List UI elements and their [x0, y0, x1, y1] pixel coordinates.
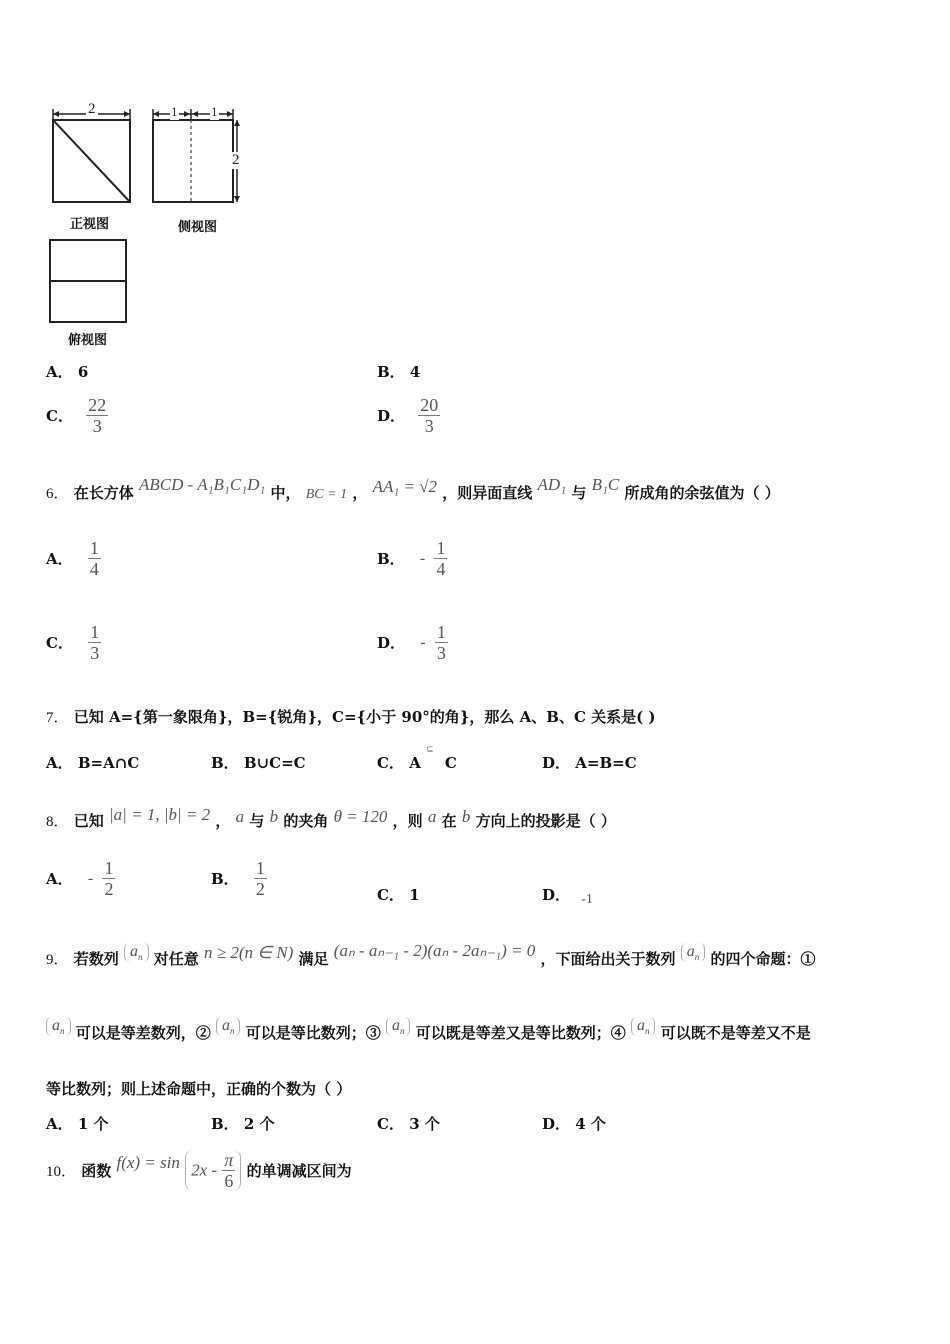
fraction-denominator: 6 [224, 1171, 234, 1191]
option-letter: B． [377, 550, 405, 568]
front-view [53, 109, 130, 202]
sequence-an: $a_n$ [386, 1017, 411, 1036]
option-letter: A． [46, 1115, 73, 1133]
option-letter: C． [377, 754, 404, 772]
question-text: 可以是等比数列；③ [245, 1024, 381, 1042]
side-view-dim-right: 1 [211, 104, 218, 119]
fraction-numerator: 1 [89, 538, 99, 558]
math-expression: b [269, 807, 279, 826]
negative-sign: - [87, 869, 94, 887]
question-text: 可以既是等差又是等比数列；④ [415, 1024, 626, 1042]
fraction-denominator: 4 [436, 559, 446, 579]
option-letter: C． [46, 634, 73, 652]
option-letter: D． [542, 754, 571, 772]
sequence-symbol: a [52, 1017, 60, 1034]
fraction-denominator: 3 [436, 643, 446, 663]
q5-option-d[interactable] [377, 395, 440, 436]
fraction-numerator: 1 [255, 858, 265, 878]
sequence-symbol: a [636, 1017, 645, 1034]
question-text: 函数 [81, 1162, 112, 1180]
question-text: 在 [441, 812, 457, 830]
sequence-an: $a_n$ [681, 943, 706, 962]
top-view-caption: 俯视图 [68, 333, 108, 348]
negative-sign: - [420, 633, 426, 651]
question-6 [46, 475, 780, 503]
fraction-numerator: 1 [104, 858, 114, 878]
option-letter: B． [377, 363, 405, 381]
math-expression: AD₁ [537, 475, 567, 494]
fraction-denominator: 2 [255, 879, 265, 899]
q7-option-b[interactable] [211, 752, 306, 773]
q9-option-b[interactable] [211, 1113, 275, 1134]
math-expression: a [235, 807, 245, 826]
option-value: 1 [409, 886, 420, 904]
math-expression: f(x) = sin [116, 1152, 180, 1172]
question-text: 与 [249, 812, 265, 830]
option-letter: B． [211, 754, 239, 772]
math-expression: B₁C [591, 475, 620, 494]
option-letter: C． [46, 407, 73, 425]
question-text: 方向上的投影是（ ） [475, 812, 616, 830]
option-letter: A． [46, 550, 73, 568]
option-value: B=A∩C [77, 754, 140, 772]
top-view [50, 240, 126, 322]
question-text: 所成角的余弦值为（ ） [624, 484, 780, 502]
q5-option-a[interactable] [46, 361, 88, 382]
question-text: 可以既不是等差又不是 [660, 1024, 811, 1042]
q7-option-c[interactable] [377, 744, 457, 773]
fraction-denominator: 3 [90, 643, 100, 663]
fraction [102, 858, 115, 899]
q6-option-a[interactable] [46, 538, 101, 579]
option-letter: C． [377, 1115, 404, 1133]
option-letter: D． [377, 407, 406, 425]
math-expression: n ≥ 2(n ∈ N) [203, 943, 294, 962]
sequence-symbol: a [391, 1017, 400, 1034]
option-letter: D． [377, 634, 406, 652]
option-value: A [409, 754, 421, 772]
q6-option-d[interactable] [377, 622, 448, 663]
question-text: 对任意 [153, 950, 199, 968]
question-text: 已知 [73, 812, 104, 830]
fraction [88, 538, 101, 579]
q8-option-a[interactable] [46, 858, 115, 899]
question-9-line-1 [46, 941, 816, 970]
option-value: 6 [77, 363, 89, 381]
option-value: A=B=C [575, 754, 637, 772]
option-letter: A． [46, 363, 73, 381]
question-text: 若数列 [73, 950, 119, 968]
math-expression: θ = 120 [333, 807, 388, 826]
fraction-numerator: 22 [88, 395, 107, 415]
math-expression: 2x - [191, 1160, 218, 1180]
math-expression: b [461, 807, 471, 826]
q5-option-c[interactable] [46, 395, 108, 436]
option-letter: D． [542, 886, 571, 904]
side-view [153, 109, 240, 202]
option-value: 4 [409, 363, 421, 381]
side-view-caption: 侧视图 [178, 220, 218, 235]
front-view-dim: 2 [88, 101, 96, 117]
option-letter: A． [46, 754, 73, 772]
q7-option-a[interactable] [46, 752, 139, 773]
question-number: 9． [46, 952, 69, 968]
question-10 [46, 1150, 352, 1191]
paren-group [185, 1150, 241, 1191]
math-expression: BC = 1 [305, 487, 348, 502]
q9-option-d[interactable] [542, 1113, 606, 1134]
option-letter: B． [211, 1115, 239, 1133]
q8-option-d[interactable] [542, 884, 593, 905]
question-number: 6． [46, 486, 69, 502]
question-text: 满足 [298, 950, 329, 968]
fraction-numerator: π [224, 1150, 234, 1170]
question-7 [46, 706, 656, 727]
math-expression: a [427, 807, 437, 826]
fraction-denominator: 3 [92, 416, 102, 436]
option-letter: C． [377, 886, 404, 904]
question-9-line-2 [46, 1017, 811, 1044]
fraction-numerator: 20 [420, 395, 439, 415]
question-8 [46, 805, 616, 831]
sequence-an: $a_n$ [631, 1017, 656, 1036]
question-text: 已知 A={第一象限角}，B={锐角}，C={小于 90°的角}，那么 A、B、C 关系是( ) [73, 708, 656, 726]
option-letter: A． [46, 870, 73, 888]
question-text: 的单调减区间为 [246, 1162, 352, 1180]
subset-symbol: ⊆ [426, 744, 434, 754]
question-number: 10． [46, 1164, 77, 1180]
question-text: 可以是等差数列，② [75, 1024, 211, 1042]
question-text: ， [352, 484, 368, 502]
question-9-line-3 [46, 1078, 351, 1099]
question-text: 的四个命题：① [710, 950, 816, 968]
question-text: 中， [270, 484, 301, 502]
sequence-symbol: a [221, 1017, 230, 1034]
option-value: 3 个 [409, 1115, 440, 1133]
math-expression: |a| = 1, |b| = 2 [109, 805, 211, 824]
fraction-numerator: 1 [90, 622, 100, 642]
fraction [434, 538, 447, 579]
fraction [88, 622, 101, 663]
q6-option-c[interactable] [46, 622, 101, 663]
option-value: 4 个 [575, 1115, 606, 1133]
question-number: 7． [46, 710, 69, 726]
option-value: 2 个 [243, 1115, 275, 1133]
question-text: 等比数列；则上述命题中，正确的个数为（ ） [46, 1080, 352, 1098]
q5-option-b[interactable] [377, 361, 420, 382]
q8-option-b[interactable] [211, 858, 267, 899]
fraction-denominator: 4 [89, 559, 99, 579]
question-text: ，则异面直线 [442, 484, 533, 502]
negative-sign: - [419, 549, 426, 567]
fraction-denominator: 3 [424, 416, 434, 436]
sequence-an: $a_n$ [124, 943, 149, 962]
sequence-an: $a_n$ [46, 1017, 71, 1036]
q8-option-c[interactable] [377, 884, 420, 905]
question-text: ， [215, 812, 231, 830]
question-number: 8． [46, 814, 69, 830]
fraction [254, 858, 267, 899]
fraction-numerator: 1 [436, 622, 446, 642]
side-view-dim-left: 1 [171, 104, 178, 119]
fraction [435, 622, 448, 663]
math-expression: ABCD - A₁B₁C₁D₁ [139, 475, 266, 494]
math-expression: (aₙ - aₙ₋₁ - 2)(aₙ - 2aₙ₋₁) = 0 [333, 941, 536, 960]
q9-option-c[interactable] [377, 1113, 440, 1134]
q6-option-b[interactable] [377, 538, 447, 579]
option-value: 1 个 [77, 1115, 109, 1133]
fraction [222, 1150, 235, 1191]
option-value: -1 [581, 892, 593, 907]
fraction-denominator: 2 [104, 879, 114, 899]
question-text: ，则 [392, 812, 423, 830]
question-text: ，下面给出关于数列 [540, 950, 676, 968]
option-value: B∪C=C [243, 754, 306, 772]
question-text: 在长方体 [73, 484, 134, 502]
fraction-numerator: 1 [436, 538, 446, 558]
option-value: C [444, 754, 457, 772]
question-text: 的夹角 [283, 812, 329, 830]
q9-option-a[interactable] [46, 1113, 109, 1134]
question-text: 与 [571, 484, 587, 502]
q7-option-d[interactable] [542, 752, 637, 773]
sequence-symbol: a [686, 943, 695, 960]
sequence-an: $a_n$ [216, 1017, 241, 1036]
front-view-caption: 正视图 [70, 217, 110, 232]
sequence-symbol: a [130, 943, 138, 960]
option-letter: B． [211, 870, 239, 888]
option-letter: D． [542, 1115, 571, 1133]
math-expression: AA₁ = √2 [372, 477, 438, 496]
fraction [86, 395, 108, 436]
fraction [418, 395, 440, 436]
side-view-dim-height: 2 [232, 152, 240, 168]
